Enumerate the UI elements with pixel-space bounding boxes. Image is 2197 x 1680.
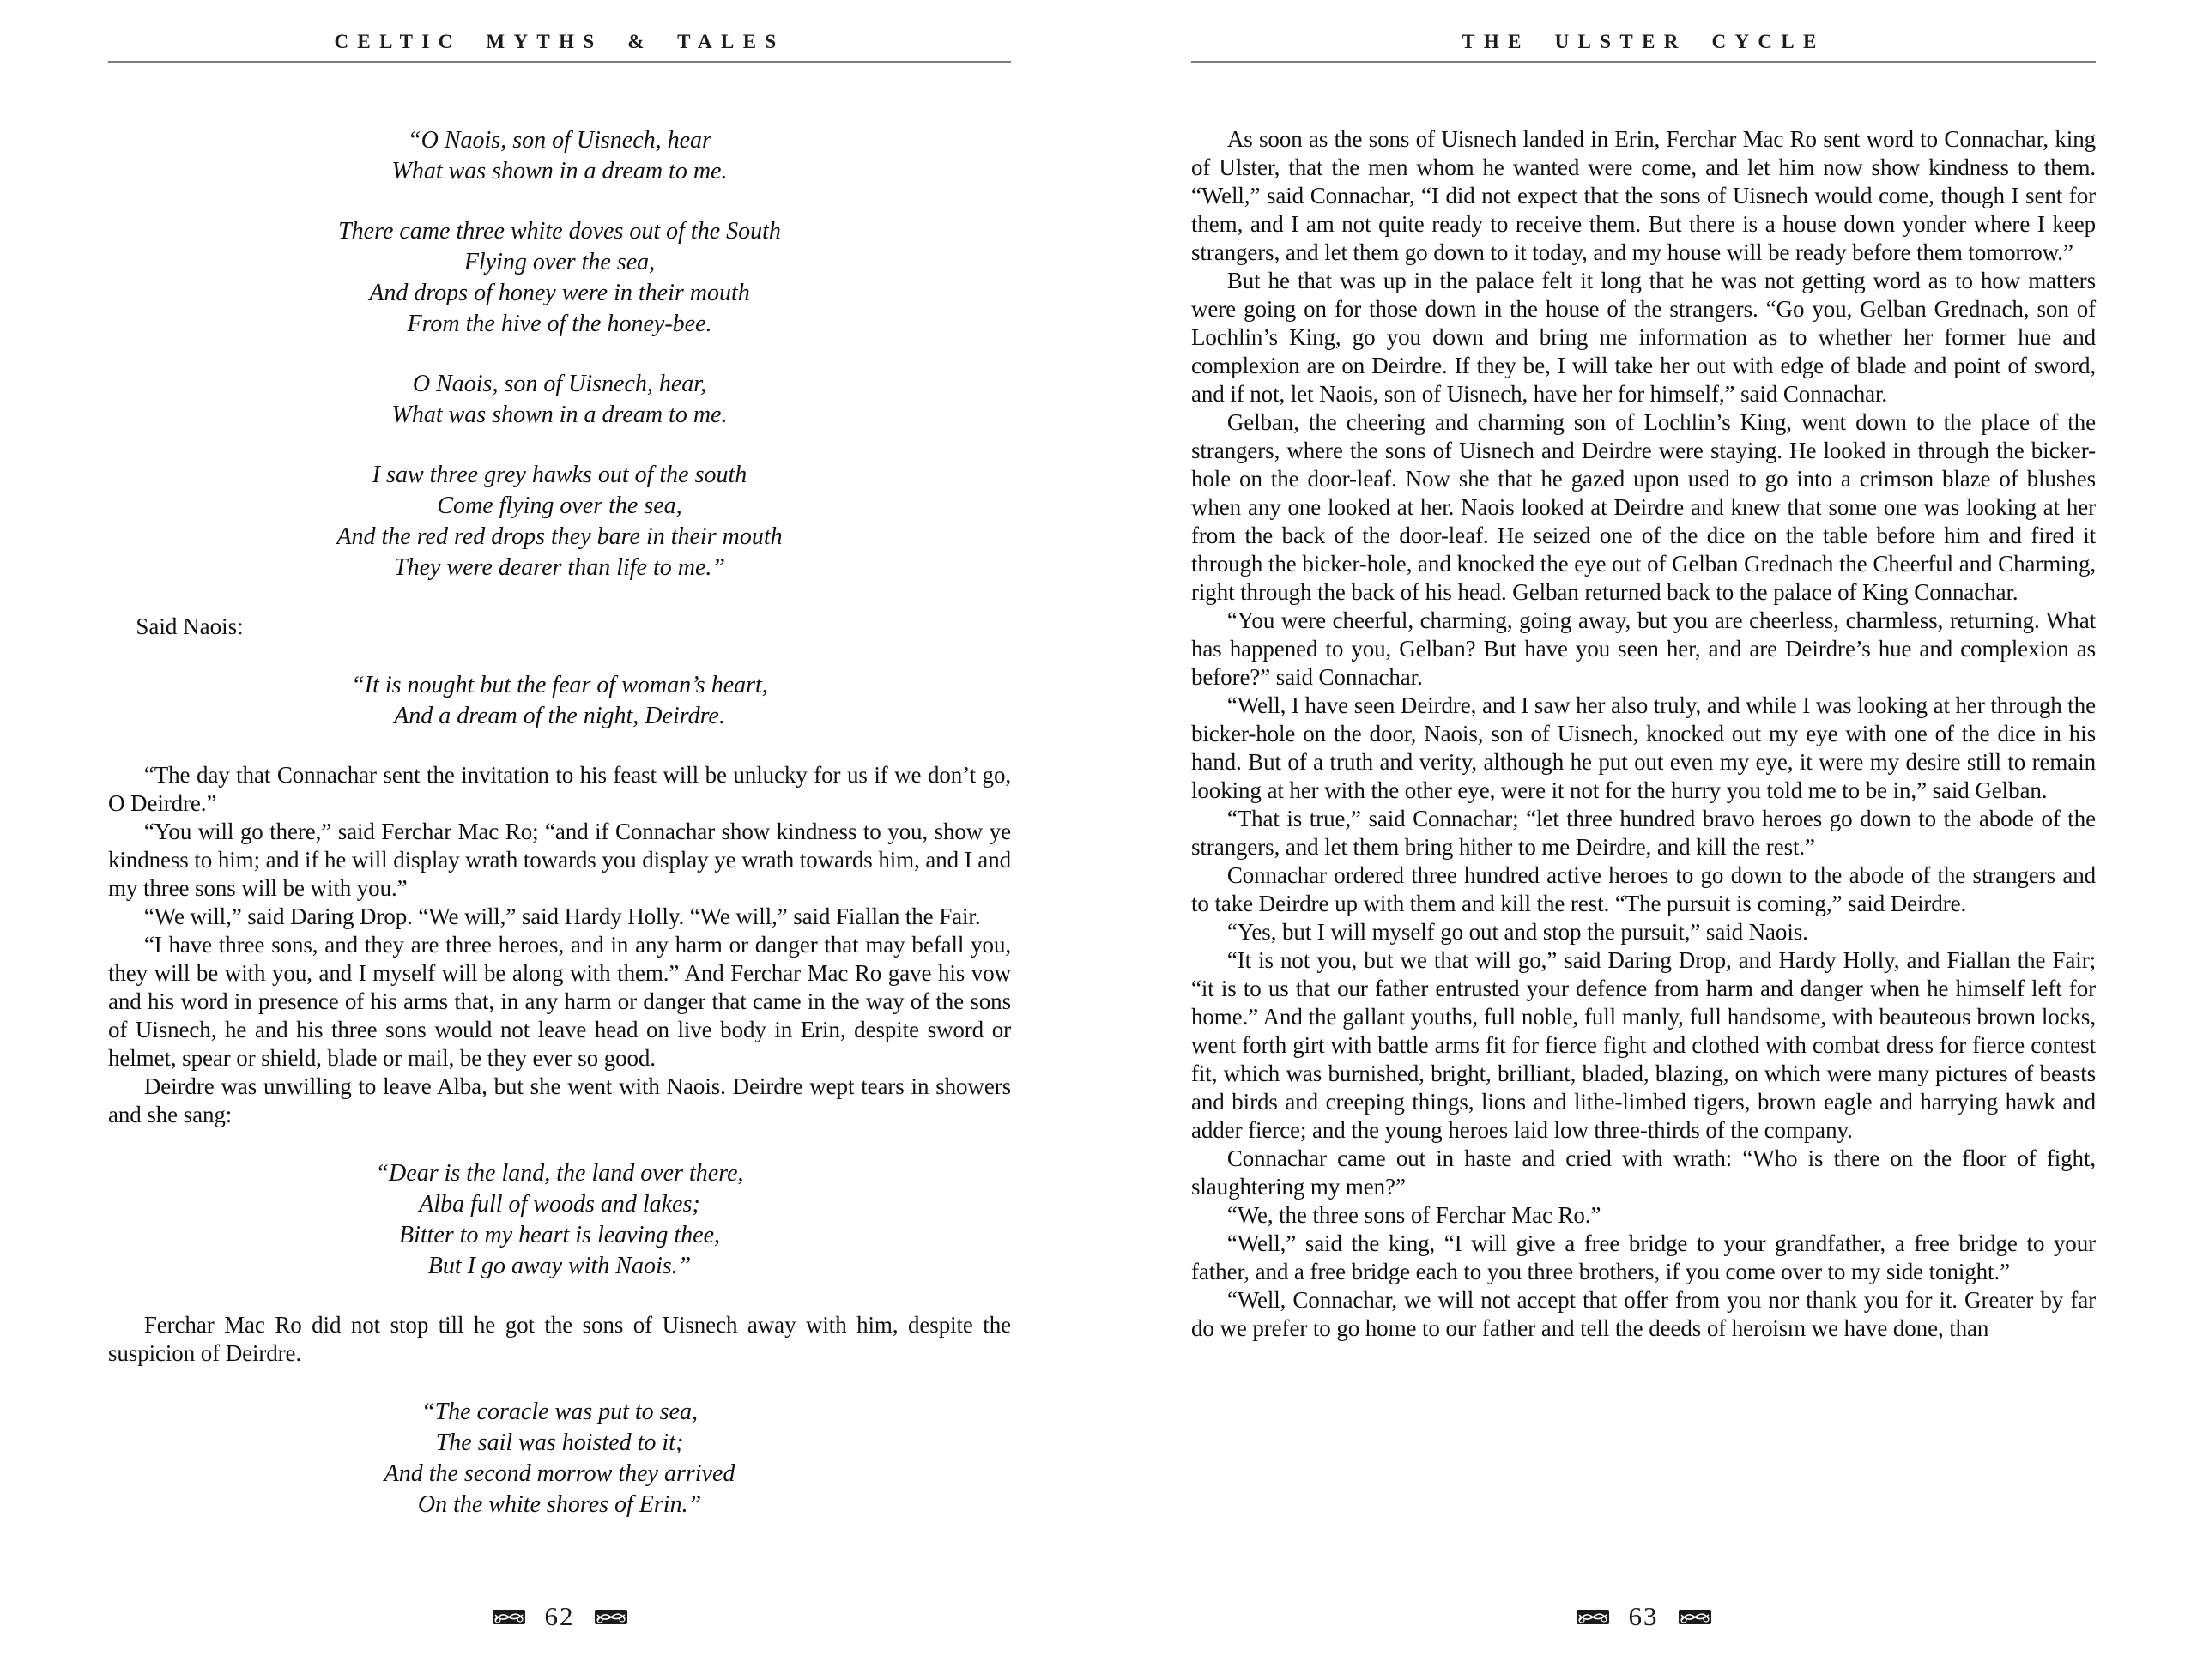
paragraph: As soon as the sons of Uisnech landed in Erin, Ferchar Mac Ro sent word to Connachar, king of Ulster, that the men whom he wanted were come, and let him now show kindness to them. “Well,” said Connachar, “I did not expect that the sons of Uisnech would come, though I sent for them, and I am not quite ready to receive them. But there is a house down yonder where I keep strangers, and let them go down to it today, and my house will be ready before them tomorrow.” (1191, 126, 2096, 265)
paragraph: “I have three sons, and they are three heroes, and in any harm or danger that may befall you, they will be with you, and I myself will be along with them.” And Ferchar Mac Ro gave his vow and his word in presence of his arms that, in any harm or danger that came in the way of the sons of Uisnech, he and his three sons would not leave head on live body in Erin, despite sword or helmet, spear or shield, blade or mail, be they ever so good. (108, 932, 1011, 1071)
poem-line: But I go away with Naois.” (427, 1253, 692, 1279)
page-number-left: 62 (544, 1601, 575, 1631)
paragraph: “Well, Connachar, we will not accept that offer from you nor thank you for it. Greater by far do we prefer to go home to our father and tell the deeds of heroism we have done, than (1191, 1287, 2096, 1341)
knot-ornament-icon (1576, 1607, 1610, 1627)
page-left (108, 31, 1011, 1631)
poem-line: And the second morrow they arrived (384, 1460, 735, 1487)
paragraph: Ferchar Mac Ro did not stop till he got the sons of Uisnech away with him, despite the suspicion of Deirdre. (108, 1312, 1011, 1366)
poem-line: From the hive of the honey-bee. (407, 311, 712, 337)
poem-stanza (108, 125, 1011, 187)
poem-line: And a dream of the night, Deirdre. (394, 703, 725, 729)
knot-ornament-icon (594, 1607, 628, 1627)
poem-stanza (108, 460, 1011, 583)
poem-line: The sail was hoisted to it; (435, 1429, 684, 1456)
poem-line: Bitter to my heart is leaving thee, (398, 1222, 721, 1248)
paragraph: “We, the three sons of Ferchar Mac Ro.” (1226, 1202, 1601, 1228)
paragraph: Deirdre was unwilling to leave Alba, but she went with Naois. Deirdre wept tears in showers and she sang: (108, 1073, 1011, 1127)
running-head-right (1191, 31, 2096, 53)
page-right-footer (1191, 1601, 2096, 1632)
poem-line: They were dearer than life to me.” (394, 554, 725, 581)
page-left-footer (108, 1601, 1011, 1632)
paragraph: “Well, I have seen Deirdre, and I saw her also truly, and while I was looking at her through the bicker-hole on the door, Naois, son of Uisnech, knocked out my eye with one of the dice in his hand. But of a truth and verity, although he put out even my eye, it were my desire still to remain looking at her with the other eye, were it not for the hurry you told me to be in,” said Gelban. (1191, 692, 2096, 803)
poem-line: And drops of honey were in their mouth (369, 280, 750, 306)
poem-line: Flying over the sea, (463, 249, 656, 275)
knot-ornament-icon (1678, 1607, 1712, 1627)
paragraph: But he that was up in the palace felt it long that he was not getting word as to how matters were going on for those down in the house of the strangers. “Go you, Gelban Grednach, son of Lochlin’s King, go you down and bring me information as to whether her former hue and complexion are on Deirdre. If they be, I will take her out with edge of blade and point of sword, and if not, let Naois, son of Uisnech, have her for himself,” said Connachar. (1191, 268, 2096, 407)
paragraph: “The day that Connachar sent the invitation to his feast will be unlucky for us if we don’t go, O Deirdre.” (108, 762, 1011, 816)
paragraph: “You were cheerful, charming, going away, but you are cheerless, charmless, returning. What has happened to you, Gelban? But have you seen her, and are Deirdre’s hue and complexion as before?” said Connachar. (1191, 607, 2096, 690)
paragraph: “It is not you, but we that will go,” said Daring Drop, and Hardy Holly, and Fiallan the Fair; “it is to us that our father entrusted your defence from harm and danger when he himself left for home.” And the gallant youths, full noble, full manly, full handsome, with beauteous brown locks, went forth girt with battle arms fit for fierce fight and clothed with combat dress for fierce contest fit, which was burnished, bright, brilliant, bladed, blazing, on which were many pictures of beasts and birds and creeping things, lions and lithe-limbed tigers, brown eagle and harrying hawk and adder fierce; and the young heroes laid low three-thirds of the company. (1191, 947, 2096, 1143)
page-right-body (1191, 125, 2096, 1343)
poem-stanza (108, 670, 1011, 732)
poem-line: And the red red drops they bare in their mouth (336, 523, 783, 550)
knot-ornament-icon (492, 1607, 526, 1627)
poem-stanza (108, 216, 1011, 340)
paragraph: “We will,” said Daring Drop. “We will,” said Hardy Holly. “We will,” said Fiallan the Fair. (143, 903, 981, 929)
chapter-title: THE ULSTER CYCLE (1462, 31, 1825, 52)
poem-line: What was shown in a dream to me. (391, 158, 728, 184)
poem-line: There came three white doves out of the South (338, 218, 781, 245)
header-rule-right (1191, 61, 2096, 63)
paragraph: “Well,” said the king, “I will give a free bridge to your grandfather, a free bridge to your father, and a free bridge each to you three brothers, if you come over to my side tonight.” (1191, 1230, 2096, 1284)
paragraph: Gelban, the cheering and charming son of Lochlin’s King, went down to the place of the strangers, where the sons of Uisnech and Deirdre were staying. He looked in through the bicker-hole on the door-leaf. Now she that he gazed upon used to go into a crimson blaze of blushes when any one looked at her. Naois looked at Deirdre and knew that some one was looking at her from the back of the door-leaf. He seized one of the dice on the table before him and fired it through the bicker-hole, and knocked the eye out of Gelban Grednach the Cheerful and Charming, right through the back of his head. Gelban returned back to the palace of King Connachar. (1191, 409, 2096, 605)
poem-line: “It is nought but the fear of woman’s heart, (351, 672, 768, 698)
running-head-left (108, 31, 1011, 53)
poem-line: What was shown in a dream to me. (391, 402, 728, 428)
page-number-right: 63 (1628, 1601, 1659, 1631)
paragraph: “That is true,” said Connachar; “let three hundred bravo heroes go down to the abode of the strangers, and let them bring hither to me Deirdre, and kill the rest.” (1191, 806, 2096, 860)
speaker-line: Said Naois: (136, 613, 244, 639)
poem-line: Alba full of woods and lakes; (419, 1191, 700, 1218)
poem-line: I saw three grey hawks out of the south (372, 462, 747, 488)
book-title: CELTIC MYTHS & TALES (334, 31, 785, 52)
paragraph: “Yes, but I will myself go out and stop the pursuit,” said Naois. (1226, 919, 1808, 945)
poem-line: O Naois, son of Uisnech, hear, (412, 371, 707, 397)
paragraph: Connachar came out in haste and cried with wrath: “Who is there on the floor of fight, slaughtering my men?” (1191, 1145, 2096, 1200)
page-left-body (108, 125, 1011, 1520)
poem-stanza (108, 1397, 1011, 1520)
poem-stanza (108, 369, 1011, 431)
poem-line: Come flying over the sea, (437, 493, 682, 519)
poem-line: “The coracle was put to sea, (421, 1399, 698, 1425)
paragraph: “You will go there,” said Ferchar Mac Ro; “and if Connachar show kindness to you, show ye kindness to him; and if he will display wrath towards you display ye wrath towards him, and I and my three sons will be with you.” (108, 819, 1011, 901)
poem-line: “O Naois, son of Uisnech, hear (408, 127, 711, 154)
header-rule-left (108, 61, 1011, 63)
poem-line: On the white shores of Erin.” (417, 1491, 702, 1518)
page-right (1191, 31, 2096, 1631)
poem-stanza (108, 1158, 1011, 1282)
paragraph: Connachar ordered three hundred active heroes to go down to the abode of the strangers and to take Deirdre up with them and kill the rest. “The pursuit is coming,” said Deirdre. (1191, 862, 2096, 916)
poem-line: “Dear is the land, the land over there, (375, 1160, 744, 1187)
